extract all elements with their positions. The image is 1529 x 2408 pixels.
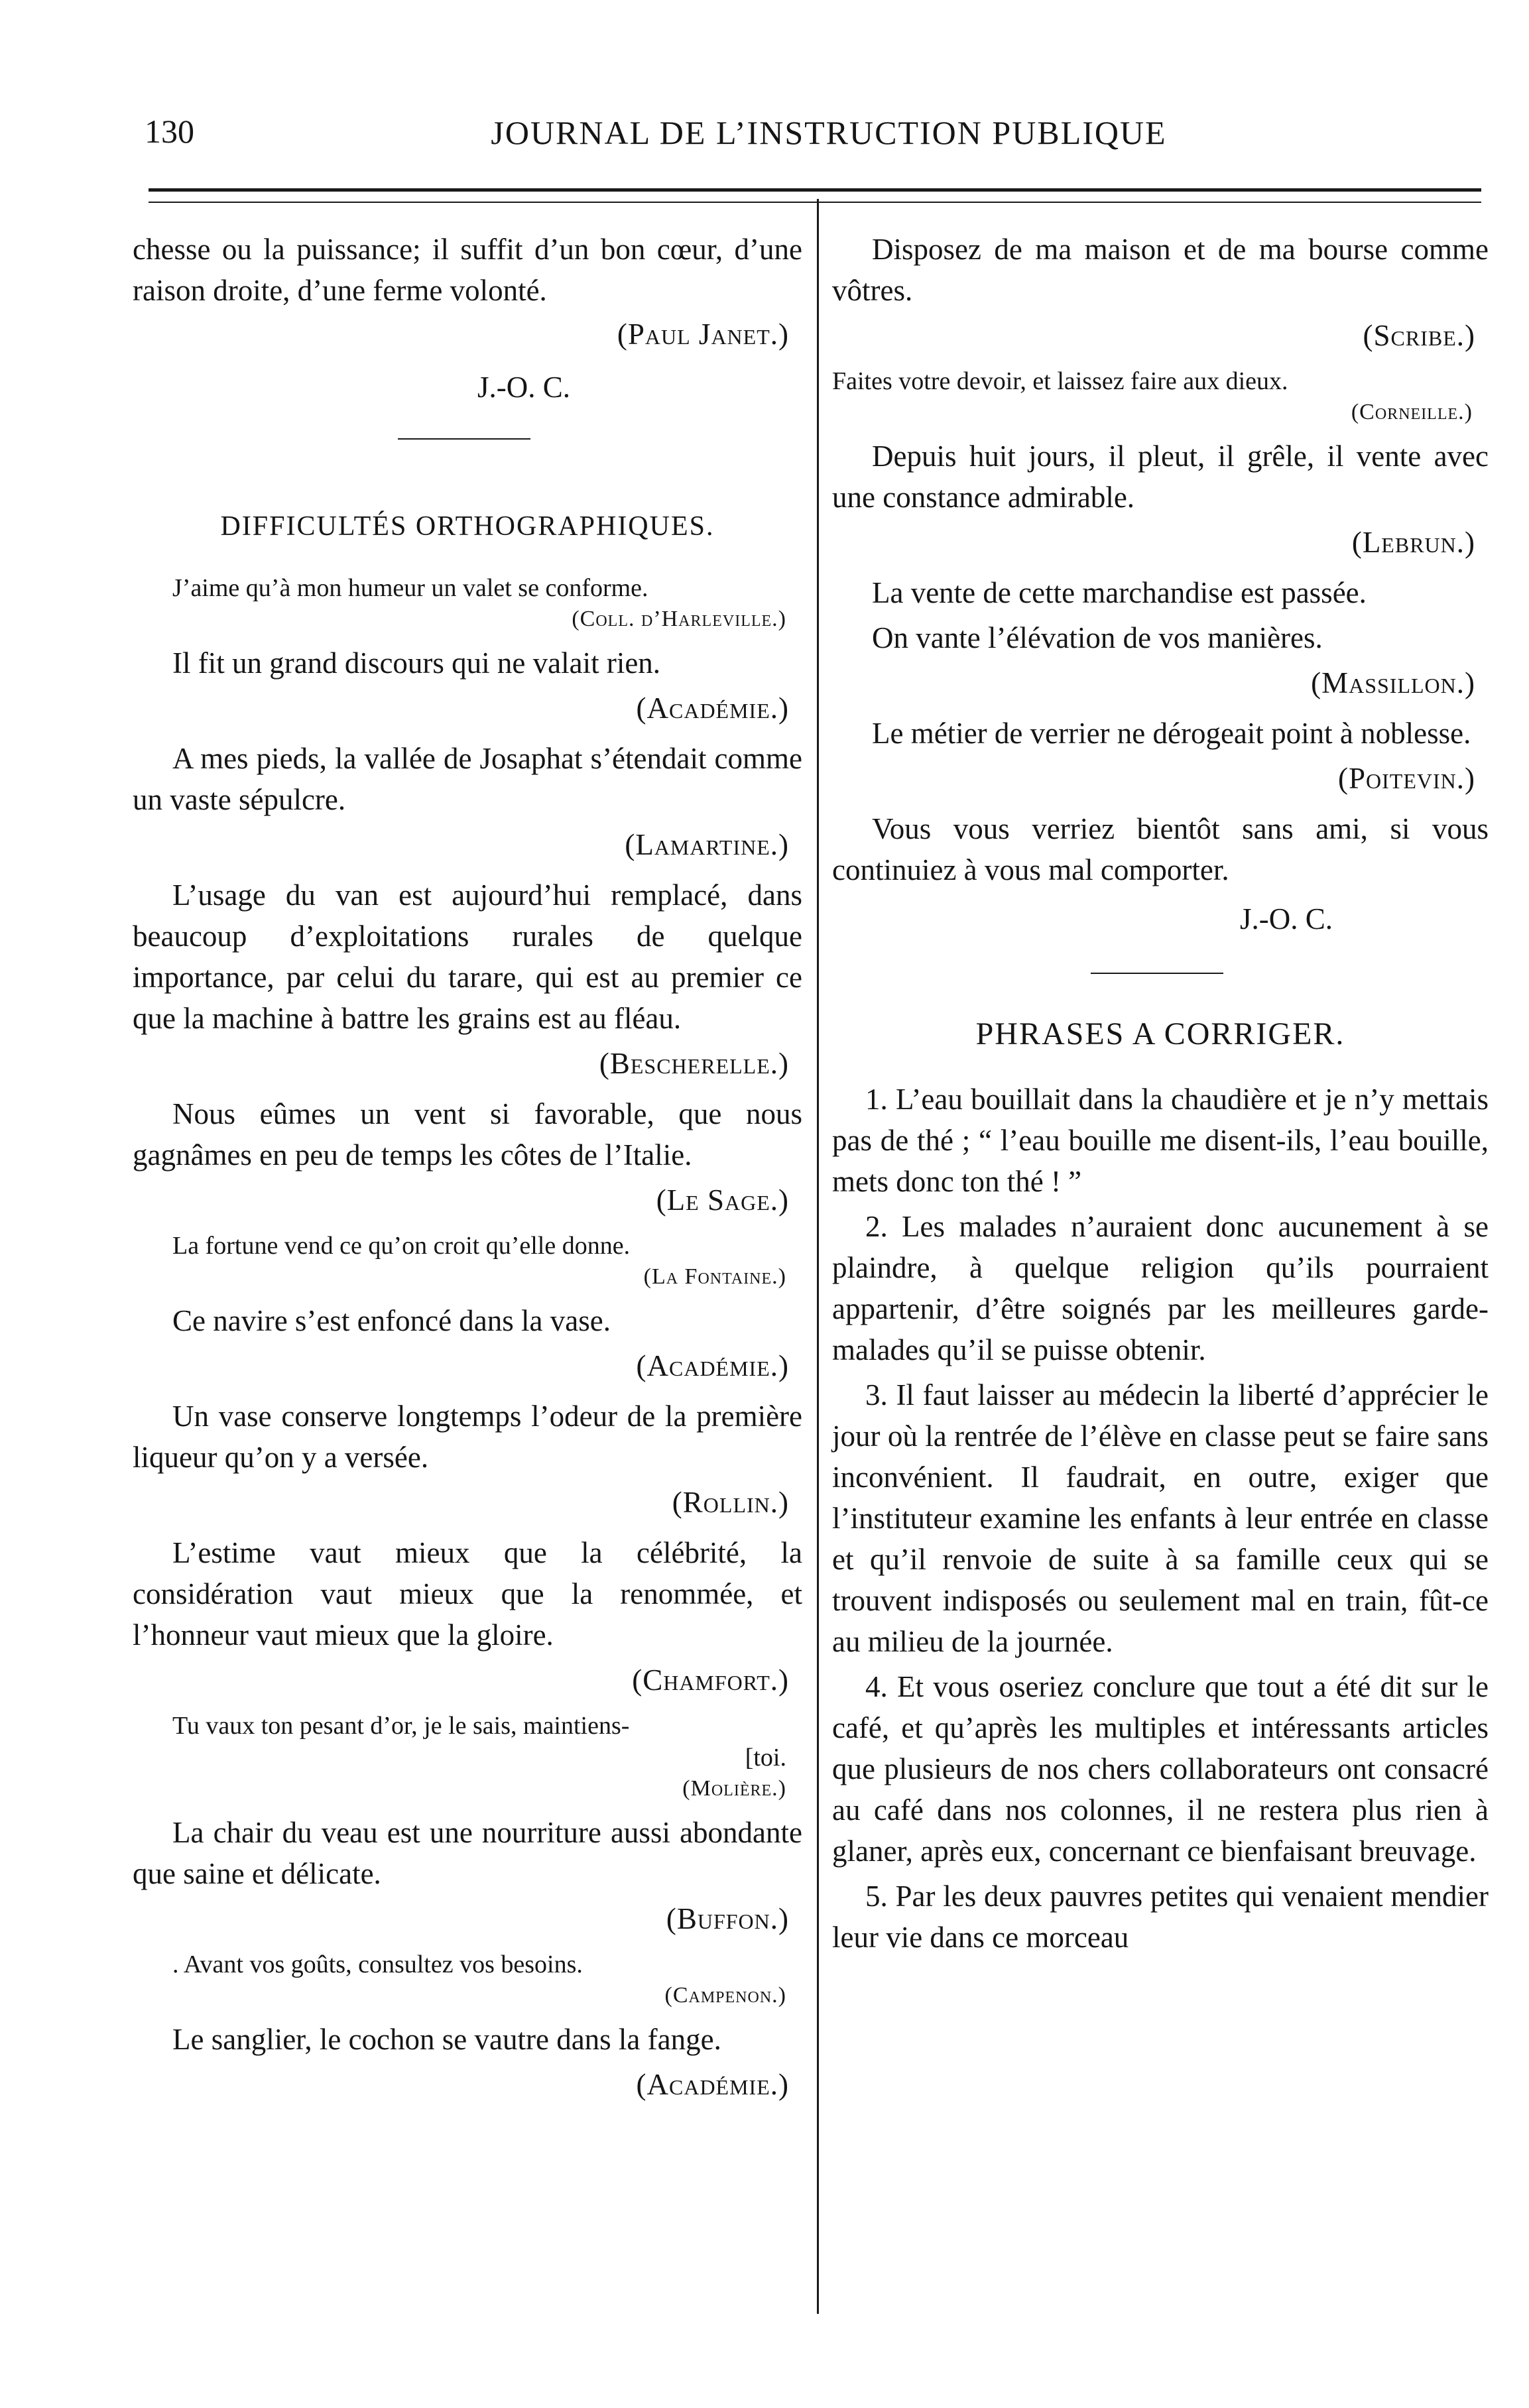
example-text: L’usage du van est aujourd’hui remplacé, dans beaucoup d’exploitations rurales de quelque importance, par celui du tarare, qui est au premier ce que la machine à battre les grains est au fléau. [133,878,802,1035]
example-source: (Poitevin.) [1338,762,1475,795]
example-text: Tu vaux ton pesant d’or, je le sais, maintiens- [172,1712,630,1740]
example-text: Le métier de verrier ne dérogeait point à noblesse. [872,717,1471,750]
example-source: (Lebrun.) [1351,526,1475,559]
example-source: (Académie.) [636,692,789,725]
phrase-item: 4. Et vous oseriez conclure que tout a été dit sur le café, et qu’après les multiples et intéressants articles que plusieurs de nos chers collaborateurs ont consacré au café dans nos colonnes, il ne restera plus rien à glaner, après eux, concernant ce bienfaisant breuvage. [832,1670,1489,1868]
section-title-phrases: PHRASES A CORRIGER. [975,1016,1345,1052]
example-continuation: [toi. [745,1744,786,1772]
example-source: (Rollin.) [672,1486,789,1519]
signature: J.-O. C. [1239,902,1333,935]
example-text: Depuis huit jours, il pleut, il grêle, il vente avec une constance admirable. [832,440,1489,514]
left-column [133,229,802,2114]
example-text: Le sanglier, le cochon se vautre dans la fange. [172,2023,721,2056]
phrase-item: 3. Il faut laisser au médecin la liberté d’apprécier le jour où la rentrée de l’élève en classe peut se faire sans inconvénient. Il faudrait, en outre, exiger que l’instituteur examine les enfants à leur entrée en classe et qu’il renvoie de suite à sa famille ceux qui se trouvent indisposés ou seulement mal en train, fût-ce au milieu de la journée. [832,1378,1489,1658]
example-text: La fortune vend ce qu’on croit qu’elle donne. [172,1232,631,1260]
column-divider [817,199,819,2314]
example-text: La chair du veau est une nourriture aussi abondante que saine et délicate. [133,1816,802,1890]
example-source: (Le Sage.) [656,1183,789,1217]
separator-rule [1091,973,1223,974]
example-text: On vante l’élévation de vos manières. [872,621,1323,654]
example-source: (Bescherelle.) [599,1047,789,1080]
example-source: (Académie.) [636,1349,789,1382]
example-text: . Avant vos goûts, consultez vos besoins. [172,1951,583,1978]
example-source: (Buffon.) [666,1902,789,1935]
example-text: La vente de cette marchandise est passée. [872,576,1367,609]
right-column [832,229,1489,1962]
intro-text: chesse ou la puissance; il suffit d’un bon cœur, d’une raison droite, d’une ferme volonté. [133,233,802,307]
signature: J.-O. C. [477,371,570,404]
example-source: (Académie.) [636,2068,789,2101]
page-number: 130 [145,113,194,150]
example-source: (Scribe.) [1363,319,1475,352]
example-text: A mes pieds, la vallée de Josaphat s’étendait comme un vaste sépulcre. [133,742,802,816]
example-source: (Molière.) [682,1776,786,1801]
example-source: (Chamfort.) [632,1663,789,1697]
separator-rule [398,438,530,440]
example-text: L’estime vaut mieux que la célébrité, la considération vaut mieux que la renommée, et l’honneur vaut mieux que la gloire. [133,1536,802,1652]
example-text: Disposez de ma maison et de ma bourse comme vôtres. [832,233,1489,307]
header-rule-thin [149,202,1481,203]
phrase-item: 1. L’eau bouillait dans la chaudière et je n’y mettais pas de thé ; “ l’eau bouille me disent-ils, l’eau bouille, mets donc ton thé ! ” [832,1083,1489,1198]
example-text: Ce navire s’est enfoncé dans la vase. [172,1304,611,1337]
example-text: Nous eûmes un vent si favorable, que nous gagnâmes en peu de temps les côtes de l’Italie. [133,1097,802,1172]
example-source: (La Fontaine.) [643,1264,786,1289]
section-title-difficultes: DIFFICULTÉS ORTHOGRAPHIQUES. [220,511,715,542]
example-source: (Massillon.) [1311,666,1475,699]
intro-source: (Paul Janet.) [617,318,789,351]
example-text: Un vase conserve longtemps l’odeur de la première liqueur qu’on y a versée. [133,1400,802,1474]
running-title: JOURNAL DE L’INSTRUCTION PUBLIQUE [491,114,1167,151]
header-rule-thick [149,188,1481,192]
example-text: Faites votre devoir, et laissez faire aux dieux. [832,367,1288,395]
example-text: Vous vous verriez bientôt sans ami, si vous continuiez à vous mal comporter. [832,812,1489,886]
example-text: Il fit un grand discours qui ne valait rien. [172,646,661,680]
example-source: (Coll. d’Harleville.) [572,607,786,631]
example-source: (Lamartine.) [625,828,789,861]
example-source: (Corneille.) [1351,400,1473,424]
example-source: (Campenon.) [664,1983,786,2008]
phrase-item: 5. Par les deux pauvres petites qui venaient mendier leur vie dans ce morceau [832,1880,1489,1954]
phrase-item: 2. Les malades n’auraient donc aucunement à se plaindre, à quelque religion qu’ils pourraient appartenir, d’être soignés par les meilleures garde-malades qu’il se puisse obtenir. [832,1210,1489,1366]
example-text: J’aime qu’à mon humeur un valet se conforme. [172,574,648,602]
